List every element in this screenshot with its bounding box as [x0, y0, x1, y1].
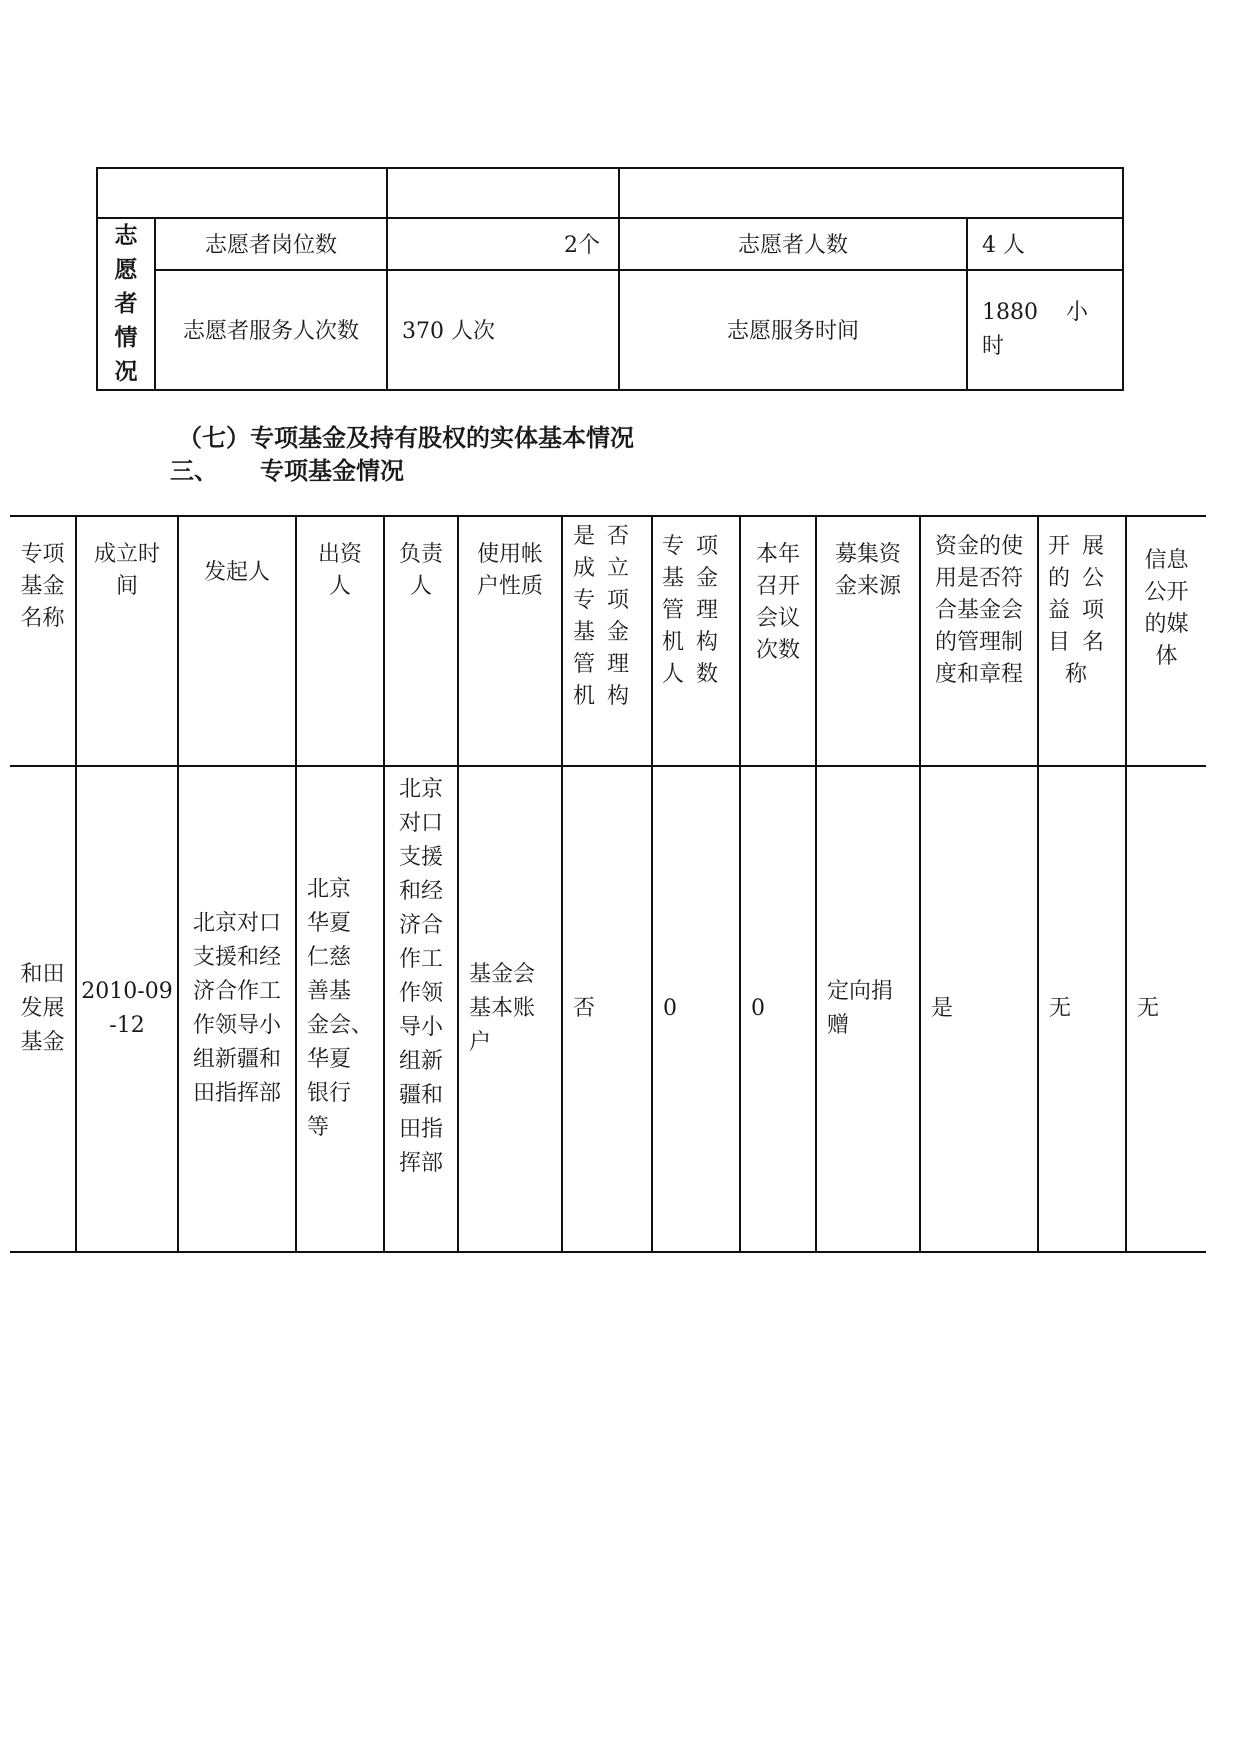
- special-fund-table: [10, 515, 1206, 1253]
- cell-established: 2010-09 -12: [76, 766, 178, 1252]
- cell-person-in-charge: 北京 对口 支援 和经 济合 作工 作领 导小 组新 疆和 田指 挥部: [384, 766, 458, 1252]
- header-initiator: 发起人: [178, 516, 296, 766]
- service-times-label: 志愿者服务人次数: [155, 270, 387, 390]
- header-public-projects: 开展 的公 益项 目名 称: [1038, 516, 1126, 766]
- section-three-number: 三、: [170, 456, 218, 485]
- header-fund-name: 专项 基金 名称: [10, 516, 76, 766]
- cell-public-projects: 无: [1038, 766, 1126, 1252]
- header-compliance: 资金的使 用是否符 合基金会 的管理制 度和章程: [920, 516, 1038, 766]
- service-times-value: 370 人次: [387, 270, 619, 390]
- cell-initiator: 北京对口 支援和经 济合作工 作领导小 组新疆和 田指挥部: [178, 766, 296, 1252]
- empty-cell: [97, 168, 387, 218]
- volunteer-row-posts: [97, 218, 1123, 270]
- header-account-type: 使用帐 户性质: [458, 516, 562, 766]
- service-hours-value: [967, 270, 1123, 390]
- empty-cell: [619, 168, 1123, 218]
- header-funder: 出资 人: [296, 516, 384, 766]
- volunteer-table: [96, 167, 1124, 391]
- volunteer-side-label: 志 愿 者 情 况: [97, 218, 155, 390]
- cell-account-type: 基金会 基本账 户: [458, 766, 562, 1252]
- cell-funder: 北京 华夏 仁慈 善基 金会、 华夏 银行 等: [296, 766, 384, 1252]
- people-value: 4 人: [967, 218, 1123, 270]
- header-management-established: 是否 成立 专项 基金 管理 机构: [562, 516, 652, 766]
- service-hours-number: 1880: [982, 299, 1038, 325]
- cell-management-staff: 0: [652, 766, 740, 1252]
- volunteer-row-service: [97, 270, 1123, 390]
- header-meetings: 本年 召开 会议 次数: [740, 516, 816, 766]
- cell-disclosure-media: 无: [1126, 766, 1206, 1252]
- service-hours-unit-b: 时: [982, 333, 1005, 359]
- cell-management-established: 否: [562, 766, 652, 1252]
- header-management-staff: 专项 基金 管理 机构 人数: [652, 516, 740, 766]
- header-established: 成立时 间: [76, 516, 178, 766]
- header-fund-source: 募集资 金来源: [816, 516, 920, 766]
- cell-fund-source: 定向捐 赠: [816, 766, 920, 1252]
- fund-table-header-row: [10, 516, 1206, 766]
- post-count-label: 志愿者岗位数: [155, 218, 387, 270]
- post-count-value: 2个: [387, 218, 619, 270]
- cell-compliance: 是: [920, 766, 1038, 1252]
- section-seven-heading: （七）专项基金及持有股权的实体基本情况: [178, 423, 634, 452]
- section-three-title: 专项基金情况: [260, 456, 404, 485]
- cell-meetings: 0: [740, 766, 816, 1252]
- fund-table-row: [10, 766, 1206, 1252]
- service-hours-unit-a: 小: [1066, 299, 1089, 325]
- header-person-in-charge: 负责 人: [384, 516, 458, 766]
- cell-fund-name: 和田 发展 基金: [10, 766, 76, 1252]
- empty-cell: [387, 168, 619, 218]
- header-disclosure-media: 信息 公开 的媒 体: [1126, 516, 1206, 766]
- people-label: 志愿者人数: [619, 218, 967, 270]
- volunteer-table-top-row: [97, 168, 1123, 218]
- service-hours-label: 志愿服务时间: [619, 270, 967, 390]
